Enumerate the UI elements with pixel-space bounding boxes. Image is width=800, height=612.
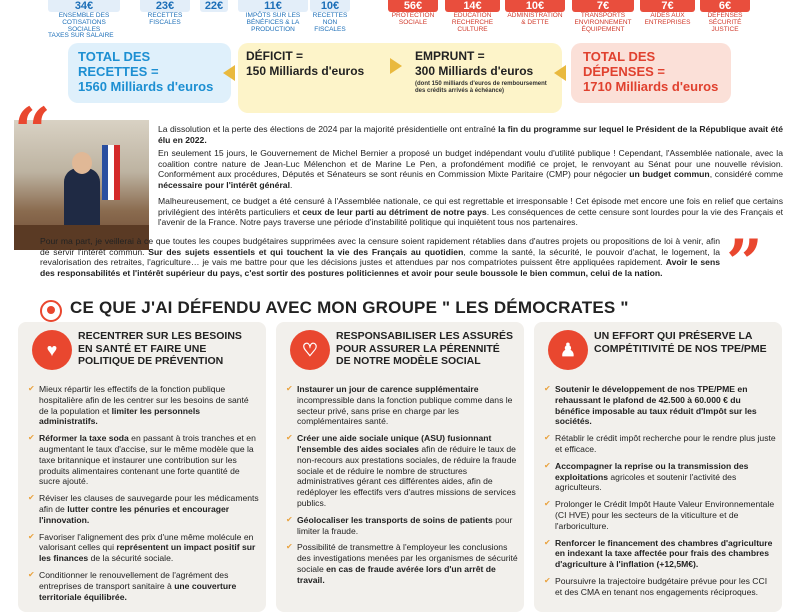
speaker-head <box>72 152 92 174</box>
list-item <box>28 532 260 564</box>
depense-amount: 14€ <box>445 0 500 12</box>
recette-amount: 34€ <box>48 0 120 12</box>
text-run: Favoriser l'alignement des prix d'une même molécule en valorisant celles qui <box>39 531 254 553</box>
list-item <box>28 493 260 525</box>
list-item <box>286 515 518 537</box>
list-item <box>544 576 776 598</box>
text-run: . Les conséquences de cette censure sont lourdes pour la vie des Français et l'avenir de la France. Notre pays traverse une période d'instabilité politique qui inquiètent tous nos partenaires. <box>158 206 784 228</box>
column-header <box>276 322 524 380</box>
depense-tile <box>505 0 565 26</box>
depense-label: DÉFENSES SÉCURITÉ JUSTICE <box>707 12 743 33</box>
total-recettes-box <box>68 43 231 103</box>
recette-label: RECETTES FISCALES <box>147 12 183 26</box>
deficit-label: DÉFICIT = <box>246 49 304 63</box>
text-run: de la sécurité sociale. <box>88 553 174 564</box>
recette-amount: 11€ <box>238 0 308 12</box>
depense-tile <box>388 0 438 26</box>
list-item <box>544 461 776 493</box>
text-run-bold: en cas de fraude avérée lors d'un arrêt de travail. <box>297 563 496 585</box>
text-run: agricoles et soutenir l'activité des agriculteurs. <box>555 471 737 493</box>
text-run: Malheureusement, ce budget a été censuré à l'Assemblée nationale, ce qui est regrettable et irresponsable ! Cet épisode met encore une fois en relief que certains privilégient des intérêts particuliers et <box>158 196 783 217</box>
intro-paragraph-4 <box>40 236 720 278</box>
column-list <box>544 384 776 604</box>
text-run: Conditionner le renouvellement de l'agrément des entreprises de transport sanitaire à <box>39 569 229 591</box>
column-list <box>286 384 518 592</box>
text-run-bold: Avoir le sens des responsabilités et l'intérêt supérieur du pays, c'est sortir des postures politiciennes et avoir pour seule boussole le bien commun, celui de la nation. <box>40 257 720 278</box>
text-run-bold: Renforcer le financement des chambres d'agriculture en indexant la taxe affectée pour frais des chambres d'agriculture à l'inflation (+12,5M€). <box>555 537 773 570</box>
column-tpe-pme <box>534 322 782 612</box>
depense-amount: 6€ <box>700 0 750 12</box>
intro-paragraph-3 <box>158 196 783 228</box>
column-title: RESPONSABILISER LES ASSURÉS POUR ASSURER LA PÉRENNITÉ DE NOTRE MODÈLE SOCIAL <box>336 330 513 367</box>
text-run: Mieux répartir les effectifs de la fonction publique hospitalière afin de les centrer sur les besoins de santé de la population et <box>39 384 249 416</box>
text-run-bold: Accompagner la reprise ou la transmission des exploitations <box>555 460 749 482</box>
depense-label: TRANSPORTS ENVIRONNEMENT ÉQUIPEMENT <box>574 12 632 33</box>
list-item <box>544 499 776 531</box>
depense-amount: 7€ <box>572 0 634 12</box>
heart-pulse-icon <box>32 330 72 370</box>
deficit-emprunt-box <box>238 43 562 113</box>
text-run-bold: lutter contre les pénuries et encourager l'innovation. <box>39 503 230 525</box>
emprunt-label: EMPRUNT = <box>415 49 485 63</box>
text-run-bold: nécessaire pour l'intérêt général <box>158 179 290 190</box>
intro-paragraph-2 <box>158 148 783 190</box>
text-run: incompressible dans la fonction publique comme dans le secteur privé, sans prise en charge par les complémentaires santé. <box>297 394 513 427</box>
emprunt-note: (dont 150 milliards d'euros de remboursement des crédits arrivés à échéance) <box>415 81 547 94</box>
heart-glyph: ♥ <box>46 340 58 360</box>
depense-amount: 56€ <box>388 0 438 12</box>
list-item <box>28 570 260 602</box>
text-run-bold: la fin du programme sur lequel le Président de la République avait été élu en 2022. <box>158 124 783 145</box>
column-header <box>534 322 782 380</box>
text-run-bold: un budget commun <box>629 169 710 180</box>
text-run-bold: limiter les personnels administratifs. <box>39 405 200 427</box>
deficit-amount: 150 Milliards d'euros <box>246 64 365 78</box>
text-run: Pour ma part, je veillerai à ce que toutes les coupes budgétaires supprimées avec la censure soient rapidement rétablies dans d'autres projets ou propositions de loi à venir, afin de servir l'intérêt commun. <box>40 236 720 257</box>
emprunt-block <box>415 49 533 79</box>
recette-label: RECETTES NON FISCALES <box>312 12 348 33</box>
depense-label: AIDES AUX ENTREPRISES <box>644 12 691 26</box>
depense-label: ADMINISTRATION & DETTE <box>507 12 563 26</box>
arrow-left-icon <box>223 65 235 81</box>
column-title: RECENTRER SUR LES BESOINS EN SANTÉ ET FAIRE UNE POLITIQUE DE PRÉVENTION <box>78 330 242 367</box>
text-run: En seulement 15 jours, le Gouvernement de Michel Bernier a proposé un budget indépendant voulu d'utilité publique ! Cependant, l'Assemblée nationale, avec la coalition contre nature de Jean-Luc Mélenchon et de Marine Le Pen, a profondément modifié ce projet, le renvoyant au Sénat pour une nouvelle révision. Conformément aux procédures, Députés et Sénateurs se sont réunis en Commission Mixte Paritaire (CMP) pour négocier <box>158 148 783 180</box>
text-run: Prolonger le Crédit Impôt Haute Valeur Environnementale (CI HVE) pour les secteurs de la viticulture et de l'arboriculture. <box>555 499 775 531</box>
recettes-amount: 1560 Milliards d'euros <box>78 79 214 94</box>
text-run: Possibilité de transmettre à l'employeur les conclusions des investigations menées par les organismes de sécurité sociale <box>297 542 518 574</box>
recettes-line: TOTAL DES <box>78 49 151 64</box>
text-run-bold: Soutenir le développement de nos TPE/PME en rehaussant le plafond de 42.500 à 60.000 € du bénéfice imposable au taux réduit d'Impôt sur les sociétés. <box>555 384 757 427</box>
depense-tile <box>445 0 500 33</box>
french-flag-icon <box>102 145 120 200</box>
arrow-right-icon <box>390 58 402 74</box>
section-title: CE QUE J'AI DÉFENDU AVEC MON GROUPE " LES DÉMOCRATES " <box>70 298 629 317</box>
depense-tile <box>700 0 750 33</box>
column-header <box>18 322 266 380</box>
text-run-bold: représentent un impact positif sur les finances <box>39 542 256 564</box>
worker-icon <box>548 330 588 370</box>
list-item <box>286 384 518 427</box>
budget-tiles-strip <box>0 0 800 40</box>
recette-amount: 22€ <box>200 0 228 12</box>
recette-amount: 23€ <box>140 0 190 12</box>
text-run-bold: Géolocaliser les transports de soins de patients <box>297 514 493 525</box>
text-run-bold: Sur des sujets essentiels et qui touchent la vie des Français au quotidien <box>148 246 464 257</box>
text-run-bold: Réformer la taxe soda <box>39 433 129 444</box>
text-run: afin de réduire le taux de non-recours aux prestations sociales, de réduire la fraude sociale et de réduire le nombre de structures administratives gérant ces différentes aides, afin de redéployer les effectifs vers d'autres missions de services publics. <box>297 443 517 508</box>
emprunt-amount: 300 Milliards d'euros <box>415 64 534 78</box>
group-people-icon <box>40 300 62 322</box>
list-item <box>286 433 518 509</box>
recette-label: IMPÔTS SUR LES BÉNÉFICES & LA PRODUCTION <box>245 12 301 33</box>
text-run-bold: Instaurer un jour de carence supplémentaire <box>297 384 479 394</box>
text-run: Réviser les clauses de sauvegarde pour les médicaments afin de <box>39 493 259 514</box>
recette-amount: 10€ <box>310 0 350 12</box>
depense-label: EDUCATION RECHERCHE CULTURE <box>451 12 494 33</box>
depense-amount: 7€ <box>640 0 695 12</box>
text-run: Rétablir le crédit impôt recherche pour le rendre plus juste et efficace. <box>555 433 776 454</box>
depenses-line: DÉPENSES = <box>583 64 666 79</box>
worker-glyph: ♟ <box>559 340 577 360</box>
intro-paragraph-1 <box>158 124 783 145</box>
arrow-left-icon <box>554 65 566 81</box>
recette-tile <box>310 0 350 33</box>
text-run: Poursuivre la trajectoire budgétaire prévue pour les CCI et des CMA en tenant nos engagements réciproques. <box>555 575 768 597</box>
recette-tile <box>140 0 190 26</box>
column-assures <box>276 322 524 612</box>
depense-tile <box>640 0 695 26</box>
depense-tile <box>572 0 634 33</box>
list-item <box>544 384 776 427</box>
list-item <box>28 384 260 427</box>
recettes-line: RECETTES = <box>78 64 159 79</box>
text-run: en passant à trois tranches et en augmentant le taux d'accise, sur le même modèle que la taxe britannique et instaurer une contribution sur les produits alimentaires contenant une forte quantité de sucre ajouté. <box>39 433 256 487</box>
total-depenses-box <box>571 43 731 103</box>
recette-tile <box>200 0 228 12</box>
list-item <box>286 542 518 585</box>
recette-tile <box>48 0 120 33</box>
quote-open-icon: “ <box>14 94 51 169</box>
depense-label: PROTECTION SOCIALE <box>391 12 435 26</box>
list-item <box>28 433 260 487</box>
recette-tile <box>238 0 308 33</box>
column-sante <box>18 322 266 612</box>
hand-heart-icon <box>290 330 330 370</box>
quote-close-icon: ” <box>726 226 763 301</box>
hand-glyph: ♡ <box>301 340 319 360</box>
text-run: pour limiter la fraude. <box>297 514 513 536</box>
column-list <box>28 384 260 608</box>
list-item <box>544 433 776 455</box>
text-run-bold: Créer une aide sociale unique (ASU) fusionnant l'ensemble des aides sociales <box>297 433 492 454</box>
list-item <box>544 538 776 570</box>
text-run-bold: une couverture territoriale équilibrée. <box>39 580 237 602</box>
text-run: , considéré comme <box>709 169 783 180</box>
taxes-note: TAXES SUR SALAIRE <box>48 32 114 39</box>
depenses-amount: 1710 Milliards d'euros <box>583 79 719 94</box>
depense-amount: 10€ <box>505 0 565 12</box>
recette-label: ENSEMBLE DES COTISATIONS SOCIALES <box>58 12 110 33</box>
depenses-line: TOTAL DES <box>583 49 656 64</box>
deficit-block <box>246 49 364 79</box>
text-run-bold: ceux de leur parti au détriment de notre pays <box>302 206 487 217</box>
text-run: . <box>289 179 293 190</box>
text-run: La dissolution et la perte des élections de 2024 par la majorité présidentielle ont entraîné <box>158 124 499 134</box>
text-run: , comme la santé, la sécurité, le pouvoir d'achat, le logement, la revalorisation des retraites, l'agriculture… je vais me battre pour que les décisions justes et attendues par nos compatriotes puissent être appliquées rapidement. <box>40 246 720 268</box>
column-title: UN EFFORT QUI PRÉSERVE LA COMPÉTITIVITÉ DE NOS TPE/PME <box>594 330 767 355</box>
